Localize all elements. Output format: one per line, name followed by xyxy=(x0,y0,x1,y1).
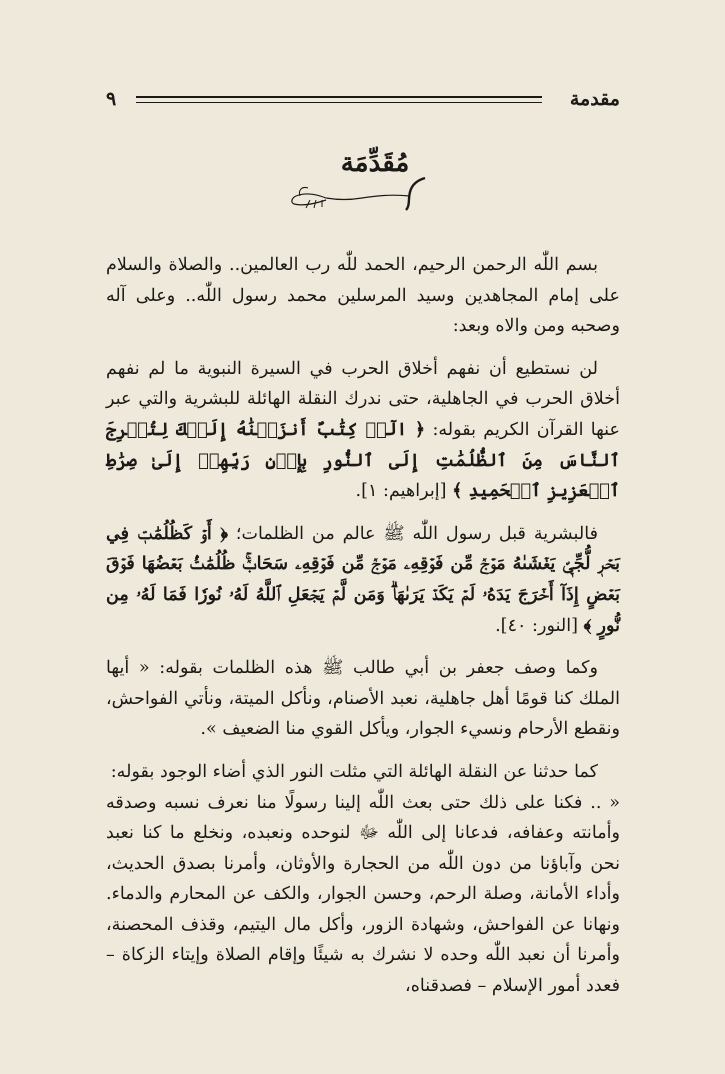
paragraph-basmala: بسم اللّٰه الرحمن الرحيم، الحمد للّٰه رب العالمين.. والصلاة والسلام على إمام المجاهدين وسيد المرسلين محمد رسول اللّٰه.. وعلى آله وصحبه ومن والاه وبعد: xyxy=(106,255,620,337)
verse-reference: [النور: ٤٠]. xyxy=(495,615,584,636)
running-header xyxy=(106,86,620,114)
paragraph-jafar-quote: « .. فكنا على ذلك حتى بعث اللّٰه إلينا رسولًا منا نعرف نسبه وصدقه وأمانته وعفافه، فدعانا إلى اللّٰه ﷻ لنوحده ونعبده، ونخلع ما كنا نعبد نحن وآباؤنا من دون اللّٰه من الحجارة والأوثان، وأمرنا بصدق الحديث، وأداء الأمانة، وصلة الرحم، وحسن الجوار، والكف عن المحارم والدماء. ونهانا عن الفواحش، وشهادة الزور، وأكل مال اليتيم، وقذف المحصنة، وأمرنا أن نعبد اللّٰه وحده لا نشرك به شيئًا وإقام الصلاة وإيتاء الزكاة – فعدد أمور الإسلام – فصدقناه، xyxy=(106,792,620,997)
quran-verse: ﴿ الٓرۚ كِتَٰبٌ أَنزَلۡنَٰهُ إِلَيۡكَ لِتُخۡرِجَ ٱلنَّاسَ مِنَ ٱلظُّلُمَٰتِ إِلَى ٱلنُّورِ بِإِذۡنِ رَبِّهِمۡ إِلَىٰ صِرَٰطِ ٱلۡعَزِيزِ ٱلۡحَمِيدِ ﴾ xyxy=(106,418,620,502)
chapter-title: مُقَدِّمَة xyxy=(340,148,410,178)
page-number: ٩ xyxy=(106,88,117,110)
paragraph-ethics-of-war: لن نستطيع أن نفهم أخلاق الحرب في السيرة النبوية ما لم نفهم أخلاق الحرب في الجاهلية، حتى ندرك النقلة الهائلة للبشرية والتي عبر عنها القرآن الكريم بقوله: ﴿ الٓرۚ كِتَٰبٌ أَنزَلۡنَٰهُ إِلَيۡكَ لِتُخۡرِجَ ٱلنَّاسَ مِنَ ٱلظُّلُمَٰتِ إِلَى ٱلنُّورِ بِإِذۡنِ رَبِّهِمۡ إِلَىٰ صِرَٰطِ ٱلۡعَزِيزِ ٱلۡحَمِيدِ ﴾ [إبراهيم: ١]. xyxy=(106,358,620,502)
calligraphy-ornament xyxy=(280,170,430,214)
paragraph-jafar-description: وكما وصف جعفر بن أبي طالب ﷺ هذه الظلمات بقوله: « أيها الملك كنا قومًا أهل جاهلية، نعبد الأصنام، ونأكل الميتة، ونأتي الفواحش، ونقطع الأرحام ونسيء الجوار، ويأكل القوي منا الضعيف ». xyxy=(106,658,620,740)
header-rule-thin xyxy=(136,102,542,103)
header-rule xyxy=(136,96,542,98)
chapter-heading xyxy=(0,148,725,218)
quran-verse: ﴿ أَوۡ كَظُلُمَٰتٖ فِي بَحۡرٖ لُّجِّيّٖ يَغۡشَىٰهُ مَوۡجٞ مِّن فَوۡقِهِۦ مَوۡجٞ مِّن فَوۡقِهِۦ سَحَابٞۚ ظُلُمَٰتُۢ بَعۡضُهَا فَوۡقَ بَعۡضٍ إِذَآ أَخۡرَجَ يَدَهُۥ لَمۡ يَكَدۡ يَرَىٰهَاۗ وَمَن لَّمۡ يَجۡعَلِ ٱللَّهُ لَهُۥ نُورٗا فَمَا لَهُۥ مِن نُّورٍ ﴾ xyxy=(106,522,620,636)
paragraph-transition-intro: كما حدثنا عن النقلة الهائلة التي مثلت النور الذي أضاء الوجود بقوله: xyxy=(110,761,598,782)
body-text xyxy=(106,250,620,1014)
running-header-title: مقدمة xyxy=(569,88,620,110)
paragraph-darkness: فالبشرية قبل رسول اللّٰه ﷺ عالم من الظلمات؛ ﴿ أَوۡ كَظُلُمَٰتٖ فِي بَحۡرٖ لُّجِّيّٖ يَغۡشَىٰهُ مَوۡجٞ مِّن فَوۡقِهِۦ مَوۡجٞ مِّن فَوۡقِهِۦ سَحَابٞۚ ظُلُمَٰتُۢ بَعۡضُهَا فَوۡقَ بَعۡضٍ إِذَآ أَخۡرَجَ يَدَهُۥ لَمۡ يَكَدۡ يَرَىٰهَاۗ وَمَن لَّمۡ يَجۡعَلِ ٱللَّهُ لَهُۥ نُورٗا فَمَا لَهُۥ مِن نُّورٍ ﴾ [النور: ٤٠]. xyxy=(106,522,620,636)
verse-reference: [إبراهيم: ١]. xyxy=(355,481,453,502)
